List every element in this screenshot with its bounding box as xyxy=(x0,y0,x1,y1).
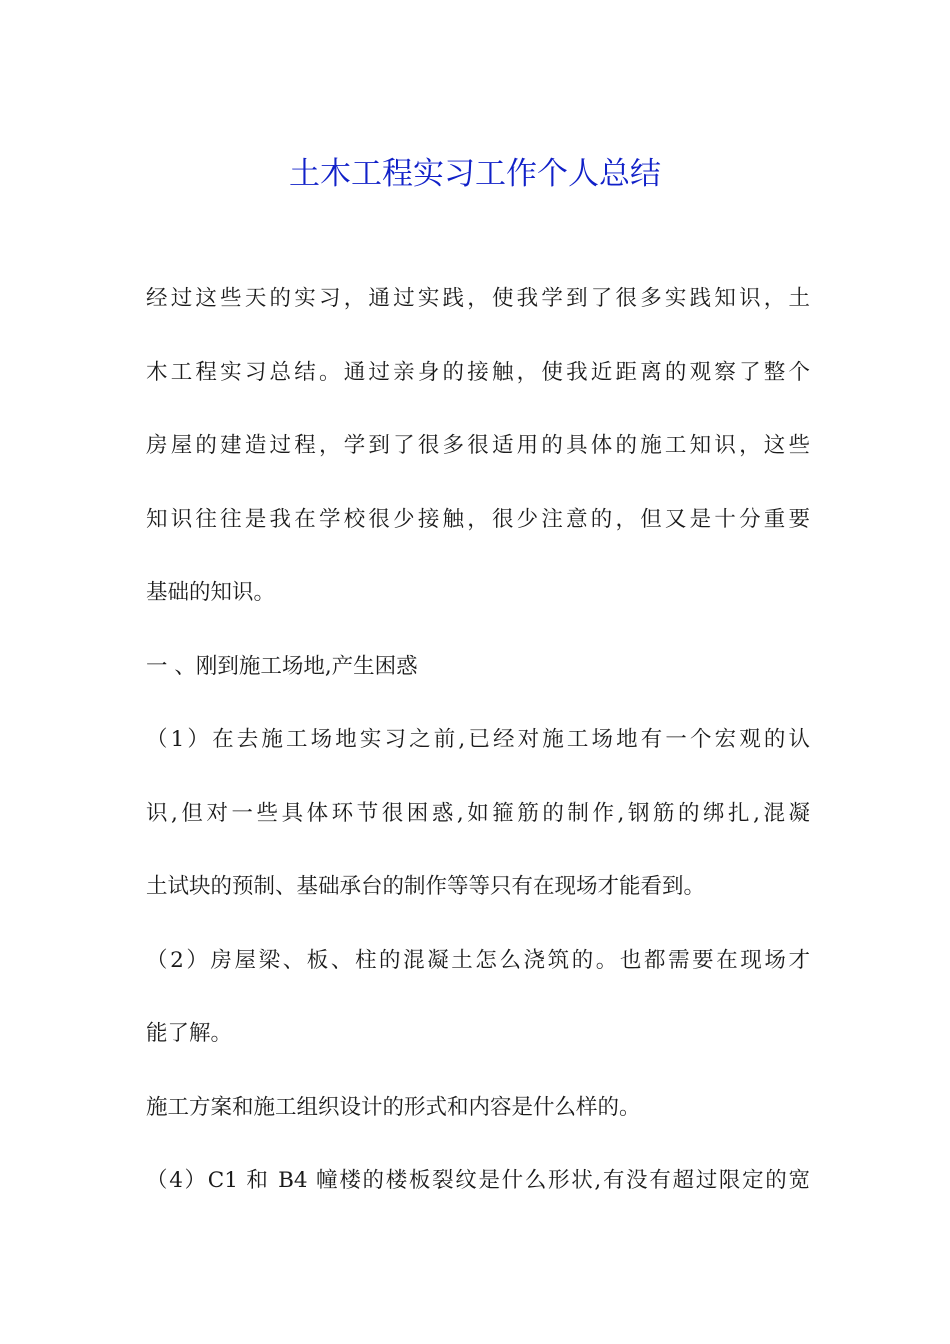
text-line: 基础的知识。 xyxy=(146,580,276,605)
text-line: 经过这些天的实习，通过实践，使我学到了很多实践知识，土 xyxy=(146,286,810,311)
text-line: 木工程实习总结。通过亲身的接触，使我近距离的观察了整个 xyxy=(146,359,810,385)
page-title: 土木工程实习工作个人总结 xyxy=(289,155,661,192)
text-line: （2）房屋梁、板、柱的混凝土怎么浇筑的。也都需要在现场才 xyxy=(146,947,810,973)
document-body xyxy=(146,262,810,1218)
text-line: 施工方案和施工组织设计的形式和内容是什么样的。 xyxy=(146,1094,641,1120)
text-line: 识,但对一些具体环节很困惑,如箍筋的制作,钢筋的绑扎,混凝 xyxy=(146,800,810,826)
text-line: （1）在去施工场地实习之前,已经对施工场地有一个宏观的认 xyxy=(146,727,810,752)
text-line: 能了解。 xyxy=(146,1021,233,1046)
text-line: 土试块的预制、基础承台的制作等等只有在现场才能看到。 xyxy=(146,874,706,899)
text-line: 知识往往是我在学校很少接触，很少注意的，但又是十分重要 xyxy=(146,506,810,532)
text-line: 一 、刚到施工场地,产生困惑 xyxy=(146,653,418,679)
text-line: （4）C1 和 B4 幢楼的楼板裂纹是什么形状,有没有超过限定的宽 xyxy=(146,1168,810,1193)
text-line: 房屋的建造过程，学到了很多很适用的具体的施工知识，这些 xyxy=(146,433,810,458)
